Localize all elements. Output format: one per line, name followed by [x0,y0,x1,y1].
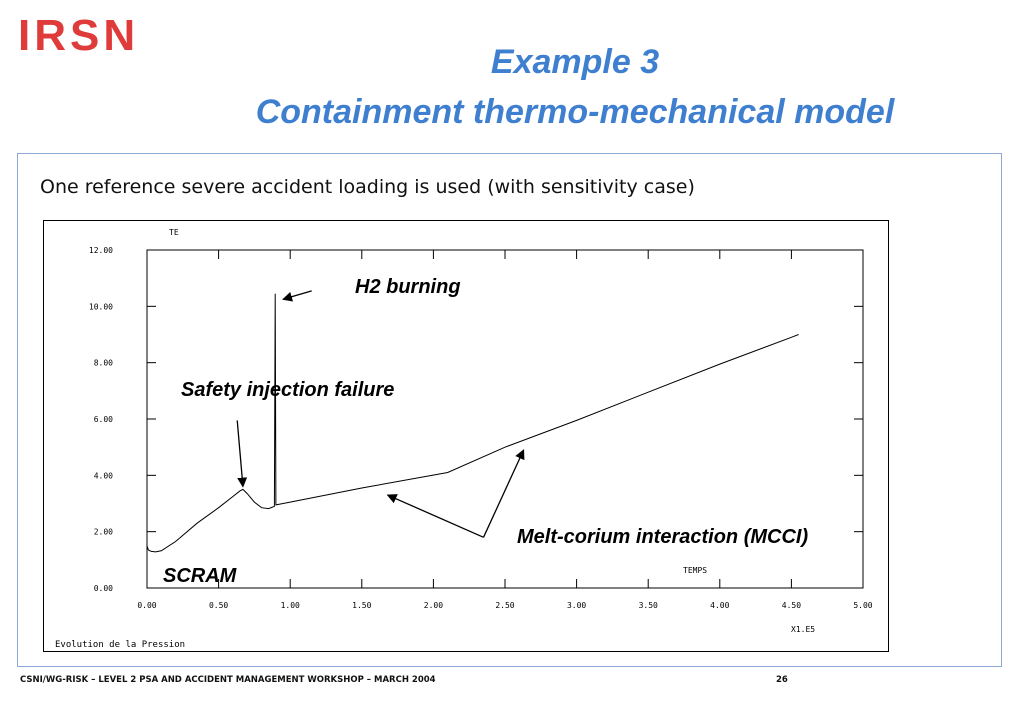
page-number: 26 [776,675,788,685]
x-tick-label: 1.50 [352,601,372,610]
annotation-arrow [237,420,243,486]
y-tick-label: 0.00 [93,584,113,593]
x-tick-label: 0.00 [137,601,157,610]
page-subtitle-title: Containment thermo-mechanical model [255,93,895,131]
x-tick-label: 3.50 [638,601,658,610]
x-tick-label: 4.50 [781,601,802,610]
y-tick-label: 8.00 [93,358,113,368]
annotation-scram: SCRAM [163,565,237,587]
chart-title: TE [169,228,179,237]
annotation-arrow [484,450,524,537]
x-tick-label: 5.00 [853,601,873,610]
x-tick-label: 1.00 [280,601,300,610]
annotation-arrow [283,291,312,299]
annotation-arrows [237,291,523,537]
chart-caption: Evolution de la Pression [55,640,186,650]
y-tick-label: 12.00 [88,246,113,255]
y-tick-label: 6.00 [93,415,113,424]
y-tick-label: 10.00 [88,302,113,312]
y-tick-label: 2.00 [93,527,113,537]
logo-text: IRSN [18,11,140,60]
annotation-safety-injection-failure: Safety injection failure [181,379,395,401]
annotation-mcci: Melt-corium interaction (MCCI) [517,526,809,548]
x-tick-label: 0.50 [208,601,229,610]
annotation-arrow [388,495,484,537]
x-tick-label: 2.50 [495,601,515,610]
x-tick-label: 4.00 [710,601,730,610]
slide-subtitle: One reference severe accident loading is used (with sensitivity case) [40,176,695,198]
pressure-series-line [147,294,799,552]
footer-text: CSNI/WG-RISK – LEVEL 2 PSA AND ACCIDENT MANAGEMENT WORKSHOP – MARCH 2004 [20,675,436,685]
pressure-chart [43,220,889,652]
x-tick-label: 3.00 [566,601,587,610]
page-title: Example 3 [490,43,660,81]
x-axis [137,250,872,610]
x-scale-label: X1.E5 [791,625,816,634]
annotation-h2-burning: H2 burning [355,276,461,298]
y-tick-label: 4.00 [93,471,113,481]
x-tick-label: 2.00 [423,601,444,610]
x-axis-label: TEMPS [683,566,708,575]
